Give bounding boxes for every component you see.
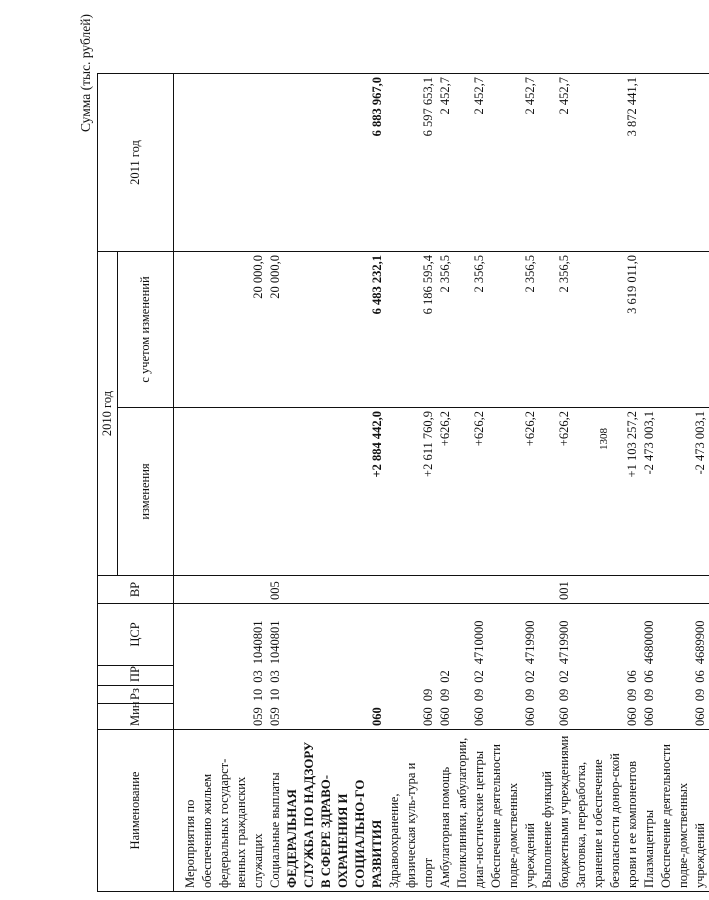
budget-table <box>97 73 709 892</box>
row-codes <box>174 604 268 730</box>
row-vr <box>641 576 658 604</box>
table-row <box>454 73 488 891</box>
row-pr: 02 <box>472 670 486 683</box>
row-name: Обеспечение деятельности подве-домственных учреждений <box>658 730 709 892</box>
row-min: 059 <box>251 707 265 726</box>
row-changes <box>174 408 268 576</box>
row-2011 <box>641 73 658 251</box>
row-with-changes: 2 356,5 <box>454 251 488 407</box>
row-codes <box>386 604 437 730</box>
header-rz: Рз <box>98 686 174 704</box>
row-codes <box>437 604 454 730</box>
row-vr <box>454 576 488 604</box>
row-changes: +626,2 <box>437 408 454 576</box>
row-vr <box>658 576 709 604</box>
row-rz: 10 <box>268 688 282 702</box>
row-rz: 09 <box>421 688 435 702</box>
row-codes <box>488 604 539 730</box>
row-with-changes: 6 483 232,1 <box>284 251 386 407</box>
row-name: Обеспечение деятельности подве-домственных учреждений <box>488 730 539 892</box>
row-csr: 4680000 <box>642 620 656 665</box>
row-min: 060 <box>625 707 639 726</box>
row-with-changes: 6 186 595,4 <box>386 251 437 407</box>
row-csr: 1040801 <box>251 620 265 665</box>
row-min: 060 <box>693 707 707 726</box>
row-pr: 02 <box>557 670 571 683</box>
row-2011: 2 452,7 <box>488 73 539 251</box>
row-changes: +626,2 <box>488 408 539 576</box>
row-codes <box>658 604 709 730</box>
row-pr: 03 <box>251 670 265 683</box>
row-with-changes <box>641 251 658 407</box>
row-codes <box>267 604 284 730</box>
table-row <box>539 73 573 891</box>
row-rz: 09 <box>625 688 639 702</box>
row-min: 060 <box>557 707 571 726</box>
row-pr: 02 <box>523 670 537 683</box>
row-with-changes: 20 000,0 <box>174 251 268 407</box>
row-name: Амбулаторная помощь <box>437 730 454 892</box>
row-2011 <box>174 73 268 251</box>
row-changes: +626,2 <box>454 408 488 576</box>
row-min: 060 <box>642 707 656 726</box>
row-vr: 001 <box>539 576 573 604</box>
header-with-changes: с учетом изменений <box>118 251 174 407</box>
row-name: Заготовка, переработка, хранение и обеспечение безопасности донор-ской крови и ее компонентов <box>573 730 641 892</box>
table-row <box>284 73 386 891</box>
table-body <box>174 73 709 891</box>
row-rz: 09 <box>438 688 452 702</box>
page-number: 1308 <box>598 428 610 450</box>
row-csr: 4719900 <box>557 620 571 665</box>
row-changes: +626,2 <box>539 408 573 576</box>
table-row <box>386 73 437 891</box>
header-name: Наименование <box>98 730 174 892</box>
table-row <box>267 73 284 891</box>
row-pr: 06 <box>693 670 707 683</box>
row-vr <box>488 576 539 604</box>
row-changes: +1 103 257,2 <box>573 408 641 576</box>
row-codes <box>573 604 641 730</box>
row-with-changes <box>658 251 709 407</box>
header-year-2011: 2011 год <box>98 73 174 251</box>
row-name: ФЕДЕРАЛЬНАЯ СЛУЖБА ПО НАДЗОРУ В СФЕРЕ ЗДРАВО-ОХРАНЕНИЯ И СОЦИАЛЬНО-ГО РАЗВИТИЯ <box>284 730 386 892</box>
row-min: 060 <box>438 707 452 726</box>
row-rz: 09 <box>557 688 571 702</box>
row-name: Поликлиники, амбулатории, диаг-ностические центры <box>454 730 488 892</box>
row-2011: 2 452,7 <box>539 73 573 251</box>
row-2011 <box>658 73 709 251</box>
row-with-changes: 3 619 011,0 <box>573 251 641 407</box>
row-codes <box>284 604 386 730</box>
row-with-changes: 20 000,0 <box>267 251 284 407</box>
row-csr: 4719900 <box>523 620 537 665</box>
row-min: 060 <box>523 707 537 726</box>
row-vr: 005 <box>267 576 284 604</box>
row-changes <box>267 408 284 576</box>
row-pr: 06 <box>642 670 656 683</box>
row-pr: 03 <box>268 670 282 683</box>
row-rz: 09 <box>523 688 537 702</box>
row-with-changes: 2 356,5 <box>539 251 573 407</box>
row-min: 059 <box>268 707 282 726</box>
row-pr: 02 <box>438 670 452 683</box>
header-csr: ЦСР <box>98 604 174 666</box>
row-name: Плазмацентры <box>641 730 658 892</box>
row-2011: 2 452,7 <box>454 73 488 251</box>
unit-caption: Сумма (тыс. рублей) <box>78 14 93 132</box>
row-name: Выполнение функций бюджетными учреждениями <box>539 730 573 892</box>
row-changes: +2 611 760,9 <box>386 408 437 576</box>
table-row <box>174 73 268 891</box>
row-pr: 06 <box>625 670 639 683</box>
row-name: Мероприятия по обеспечению жильем федеральных государст-венных гражданских служащих <box>174 730 268 892</box>
row-with-changes: 2 356,5 <box>437 251 454 407</box>
header-year-2010: 2010 год <box>98 251 118 575</box>
row-changes: -2 473 003,1 <box>641 408 658 576</box>
row-vr <box>573 576 641 604</box>
table-row <box>488 73 539 891</box>
row-codes <box>641 604 658 730</box>
row-2011 <box>267 73 284 251</box>
header-min: Мин <box>98 704 174 730</box>
row-changes: +2 884 442,0 <box>284 408 386 576</box>
row-2011: 6 883 967,0 <box>284 73 386 251</box>
row-vr <box>284 576 386 604</box>
row-changes: -2 473 003,1 <box>658 408 709 576</box>
row-vr <box>437 576 454 604</box>
table-row <box>658 73 709 891</box>
row-min: 060 <box>370 707 384 726</box>
header-changes: изменения <box>118 408 174 576</box>
row-rz: 09 <box>693 688 707 702</box>
row-rz: 09 <box>642 688 656 702</box>
row-name: Здравоохранение, физическая куль-тура и спорт <box>386 730 437 892</box>
row-rz: 09 <box>472 688 486 702</box>
row-vr <box>174 576 268 604</box>
row-with-changes: 2 356,5 <box>488 251 539 407</box>
row-codes <box>539 604 573 730</box>
table-row <box>437 73 454 891</box>
row-csr: 4689900 <box>693 620 707 665</box>
table-row <box>641 73 658 891</box>
row-2011: 2 452,7 <box>437 73 454 251</box>
header-vr: ВР <box>98 576 174 604</box>
row-vr <box>386 576 437 604</box>
row-2011: 3 872 441,1 <box>573 73 641 251</box>
row-2011: 6 597 653,1 <box>386 73 437 251</box>
row-min: 060 <box>421 707 435 726</box>
header-pr: ПР <box>98 666 174 686</box>
row-name: Социальные выплаты <box>267 730 284 892</box>
row-csr: 1040801 <box>268 620 282 665</box>
row-rz: 10 <box>251 688 265 702</box>
row-codes <box>454 604 488 730</box>
row-csr: 4710000 <box>472 620 486 665</box>
table-row <box>573 73 641 891</box>
row-min: 060 <box>472 707 486 726</box>
